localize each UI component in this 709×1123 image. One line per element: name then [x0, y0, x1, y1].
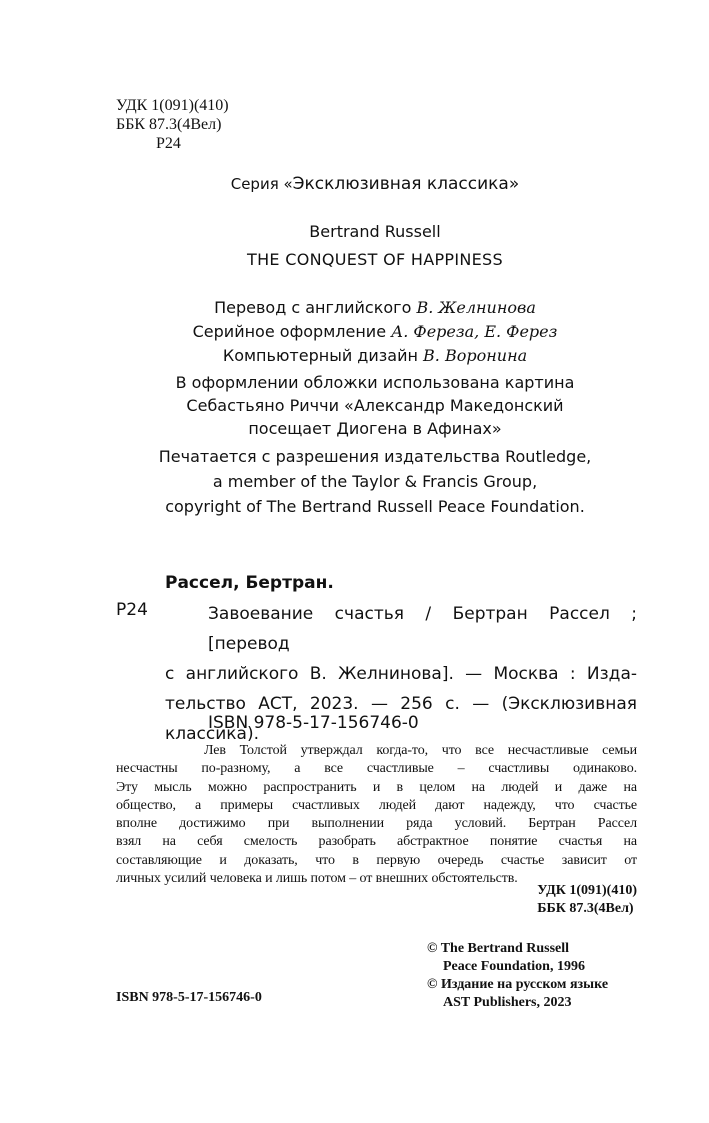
- isbn-bottom: ISBN 978-5-17-156746-0: [116, 990, 262, 1005]
- original-title: THE CONQUEST OF HAPPINESS: [247, 250, 503, 269]
- annotation-line: вполне достижимо при выполнении ряда условий. Бертран Рассел: [116, 816, 637, 832]
- permission-line: copyright of The Bertrand Russell Peace Foundation.: [165, 497, 585, 516]
- bib-cutter: Р24: [116, 600, 148, 620]
- permission-note: [120, 444, 630, 519]
- annotation-line: общество, а примеры счастливых людей дают надежду, что счастье: [116, 797, 637, 813]
- permission-line: Печатается с разрешения издательства Routledge,: [158, 447, 592, 466]
- copyright-line: Peace Foundation, 1996: [443, 959, 585, 974]
- bib-line: с английского В. Желнинова]. — Москва : Изда-: [165, 664, 637, 684]
- annotation-line: несчастны по-разному, а все счастливые – счастливы одинаково.: [116, 761, 637, 777]
- annotation-line: личных усилий человека и лишь потом – от внешних обстоятельств.: [116, 871, 518, 887]
- computer-design-credit: Компьютерный дизайн В. Воронина: [222, 346, 528, 365]
- series-suffix: »: [508, 174, 520, 194]
- bib-line: Завоевание счастья / Бертран Рассел ; [перевод: [208, 604, 637, 654]
- bib-isbn: ISBN 978-5-17-156746-0: [208, 713, 419, 733]
- copyright-line: AST Publishers, 2023: [443, 995, 572, 1010]
- annotation: [116, 742, 637, 888]
- bib-author-heading: Рассел, Бертран.: [165, 573, 334, 593]
- series-prefix: Серия «: [230, 175, 293, 193]
- design-credit: Серийное оформление А. Фереза, Е. Ферез: [192, 322, 558, 341]
- painting-line: Себастьяно Риччи «Александр Македонский: [186, 396, 564, 415]
- copyright-line: © The Bertrand Russell: [427, 941, 570, 956]
- bbk-code: ББК 87.3(4Вел): [116, 116, 222, 133]
- permission-line: a member of the Taylor & Francis Group,: [212, 472, 538, 491]
- copyright-line: © Издание на русском языке: [427, 977, 609, 992]
- original-author: Bertrand Russell: [309, 222, 441, 241]
- painting-line: посещает Диогена в Афинах»: [248, 419, 502, 438]
- annotation-line: Лев Толстой утверждал когда-то, что все несчастливые семьи: [204, 743, 637, 758]
- classification-codes: [116, 96, 229, 153]
- annotation-line: взял на себя смелость разобрать абстрактное понятие счастья на: [116, 834, 637, 850]
- udk-code-right: УДК 1(091)(410): [537, 883, 637, 898]
- copyright-block: [427, 940, 608, 1012]
- translation-credit: Перевод с английского В. Желнинова: [214, 298, 536, 317]
- series-name: Эксклюзивная классика: [292, 174, 509, 194]
- annotation-line: составляющие и доказать, что в первую очередь счастье зависит от: [116, 852, 637, 868]
- series-line: [120, 174, 630, 194]
- classification-codes-right: [537, 882, 637, 918]
- annotation-line: Эту мысль можно распространить и в целом на людей и даже на: [116, 779, 637, 795]
- painting-line: В оформлении обложки использована картина: [175, 373, 575, 392]
- cover-painting-note: [120, 371, 630, 440]
- bib-line: классика).: [165, 724, 260, 744]
- cutter-code: Р24: [156, 135, 181, 152]
- bib-line: тельство АСТ, 2023. — 256 с. — (Эксклюзивная: [165, 694, 637, 714]
- bbk-code-right: ББК 87.3(4Вел): [537, 901, 634, 916]
- credits: [120, 296, 630, 368]
- udk-code: УДК 1(091)(410): [116, 97, 229, 114]
